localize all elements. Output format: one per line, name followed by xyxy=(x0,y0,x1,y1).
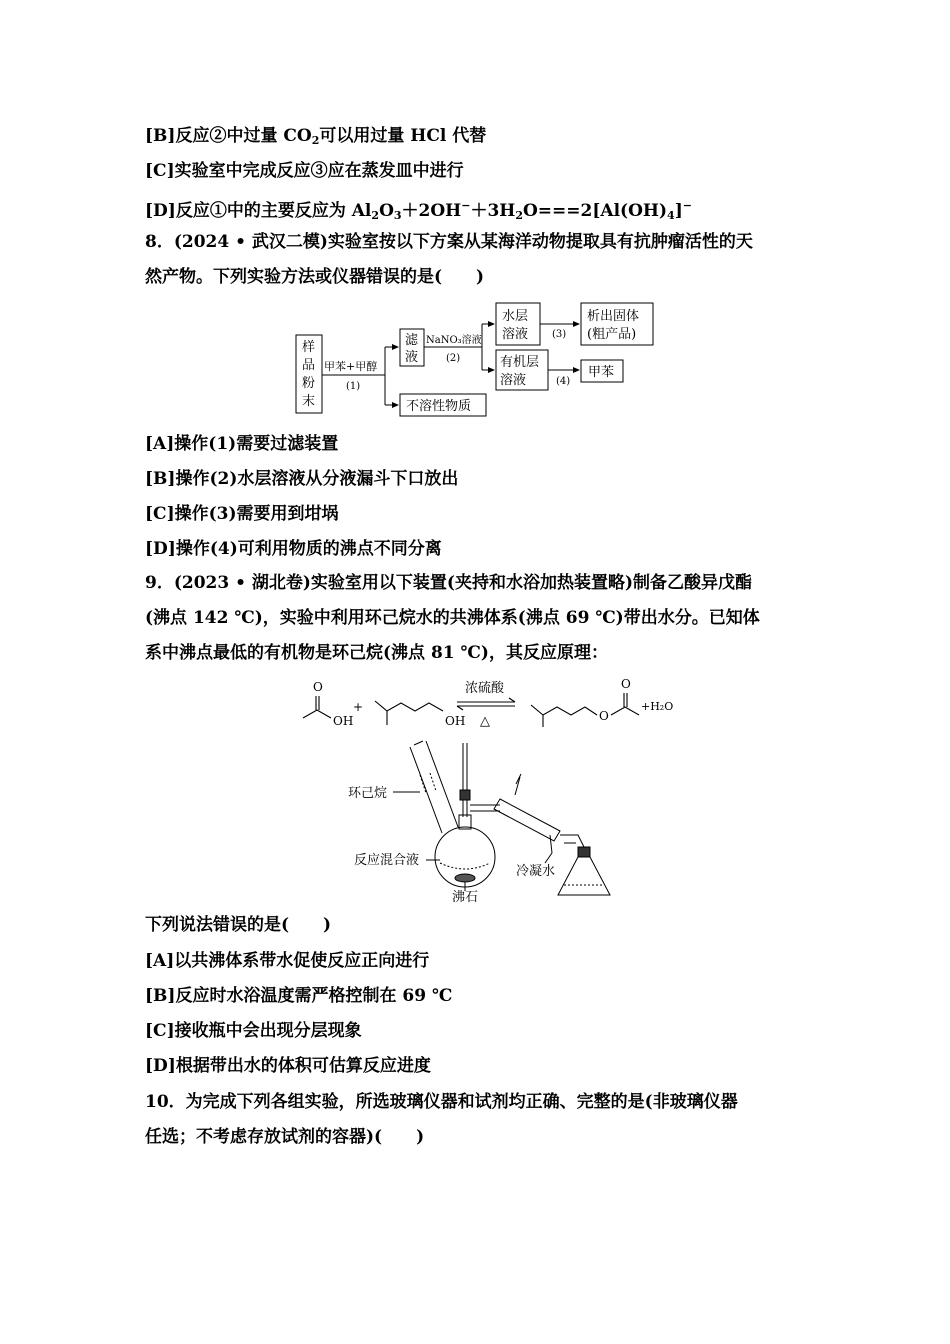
oxygen-label: O xyxy=(621,677,631,691)
toluene-label: 甲苯 xyxy=(588,365,615,380)
q8-stem-line1: 8．(2024 • 武汉二模)实验室按以下方案从某海洋动物提取具有抗肿瘤活性的天 xyxy=(145,232,753,252)
q10-stem-line1: 10．为完成下列各组实验，所选玻璃仪器和试剂均正确、完整的是(非玻璃仪器 xyxy=(145,1092,738,1112)
q7-d-text: O xyxy=(379,201,394,221)
superscript: − xyxy=(682,199,692,212)
q9-reaction-equation xyxy=(295,675,674,733)
cyclohexane-label: 环己烷 xyxy=(348,786,388,801)
sample-label: 品 xyxy=(302,358,316,373)
filtrate-label: 滤 xyxy=(405,333,419,348)
boiling-chips-label: 沸石 xyxy=(452,890,479,905)
hydroxyl-label: OH xyxy=(333,714,354,728)
q7-option-d xyxy=(145,195,692,227)
water-label: +H₂O xyxy=(641,700,674,713)
q9-stem-line2: (沸点 142 ℃)，实验中利用环己烷水的共沸体系(沸点 69 ℃)带出水分。已知体 xyxy=(145,608,760,628)
precipitate-label: 析出固体 xyxy=(587,309,640,324)
q9-option-a: [A]以共沸体系带水促使反应正向进行 xyxy=(145,951,430,971)
catalyst-label: 浓硫酸 xyxy=(465,681,505,696)
q7-d-text: O===2[Al(OH) xyxy=(523,201,668,221)
sample-label: 粉 xyxy=(302,376,316,391)
step3-label: (3) xyxy=(552,329,567,340)
mixture-label: 反应混合液 xyxy=(354,853,420,868)
aqueous-label: 水层 xyxy=(502,309,529,324)
reagent1-label: 甲苯+甲醇 xyxy=(324,360,378,373)
precipitate-label: (粗产品) xyxy=(587,327,637,342)
subscript: 2 xyxy=(515,209,523,222)
plus-sign: + xyxy=(353,700,364,714)
q8-stem-line2: 然产物。下列实验方法或仪器错误的是( ) xyxy=(145,267,485,287)
q7-b-text: [B]反应②中过量 CO xyxy=(145,126,312,146)
q7-d-text: ] xyxy=(674,201,683,221)
superscript: − xyxy=(461,199,471,212)
step2-label: (2) xyxy=(446,353,461,364)
q7-option-b xyxy=(145,125,486,152)
q8-flow-diagram xyxy=(290,298,670,423)
subscript: 2 xyxy=(371,209,380,222)
hydroxyl-label: OH xyxy=(445,714,466,728)
sample-label: 样 xyxy=(302,340,316,355)
q8-option-c: [C]操作(3)需要用到坩埚 xyxy=(145,504,339,524)
q7-d-text: [D]反应①中的主要反应为 Al xyxy=(145,201,372,221)
sample-label: 末 xyxy=(302,394,316,409)
organic-label: 有机层 xyxy=(500,355,540,370)
cooling-water-label: 冷凝水 xyxy=(516,864,556,879)
q7-option-c: [C]实验室中完成反应③应在蒸发皿中进行 xyxy=(145,161,464,181)
q7-d-text: ＋3H xyxy=(470,201,516,221)
q10-stem-line2: 任选；不考虑存放试剂的容器)( ) xyxy=(145,1127,425,1147)
q8-option-d: [D]操作(4)可利用物质的沸点不同分离 xyxy=(145,539,442,559)
aqueous-label: 溶液 xyxy=(502,327,529,342)
step4-label: (4) xyxy=(556,376,571,387)
q9-stem-line3: 系中沸点最低的有机物是环己烷(沸点 81 ℃)，其反应原理： xyxy=(145,643,608,663)
oxygen-label: O xyxy=(313,680,323,694)
filtrate-label: 液 xyxy=(405,350,419,365)
heat-label: △ xyxy=(480,714,490,729)
q9-option-c: [C]接收瓶中会出现分层现象 xyxy=(145,1021,362,1041)
q9-apparatus-diagram xyxy=(340,735,630,905)
q8-option-a: [A]操作(1)需要过滤装置 xyxy=(145,434,339,454)
subscript: 2 xyxy=(311,134,320,147)
oxygen-label: O xyxy=(599,709,609,723)
q9-option-d: [D]根据带出水的体积可估算反应进度 xyxy=(145,1056,431,1076)
q9-option-b: [B]反应时水浴温度需严格控制在 69 ℃ xyxy=(145,986,453,1006)
q8-option-b: [B]操作(2)水层溶液从分液漏斗下口放出 xyxy=(145,469,459,489)
q7-d-text: ＋2OH xyxy=(401,201,462,221)
insoluble-label: 不溶性物质 xyxy=(406,399,472,414)
organic-label: 溶液 xyxy=(500,373,527,388)
q9-question: 下列说法错误的是( ) xyxy=(145,915,332,935)
subscript: 3 xyxy=(393,209,402,222)
subscript: 4 xyxy=(667,209,675,222)
q7-b-text-end: 可以用过量 HCl 代替 xyxy=(319,126,487,146)
reagent2-label: NaNO₃溶液 xyxy=(426,335,482,346)
q9-stem-line1: 9．(2023 • 湖北卷)实验室用以下装置(夹持和水浴加热装置略)制备乙酸异戊酯 xyxy=(145,573,753,593)
step1-label: (1) xyxy=(346,381,361,392)
